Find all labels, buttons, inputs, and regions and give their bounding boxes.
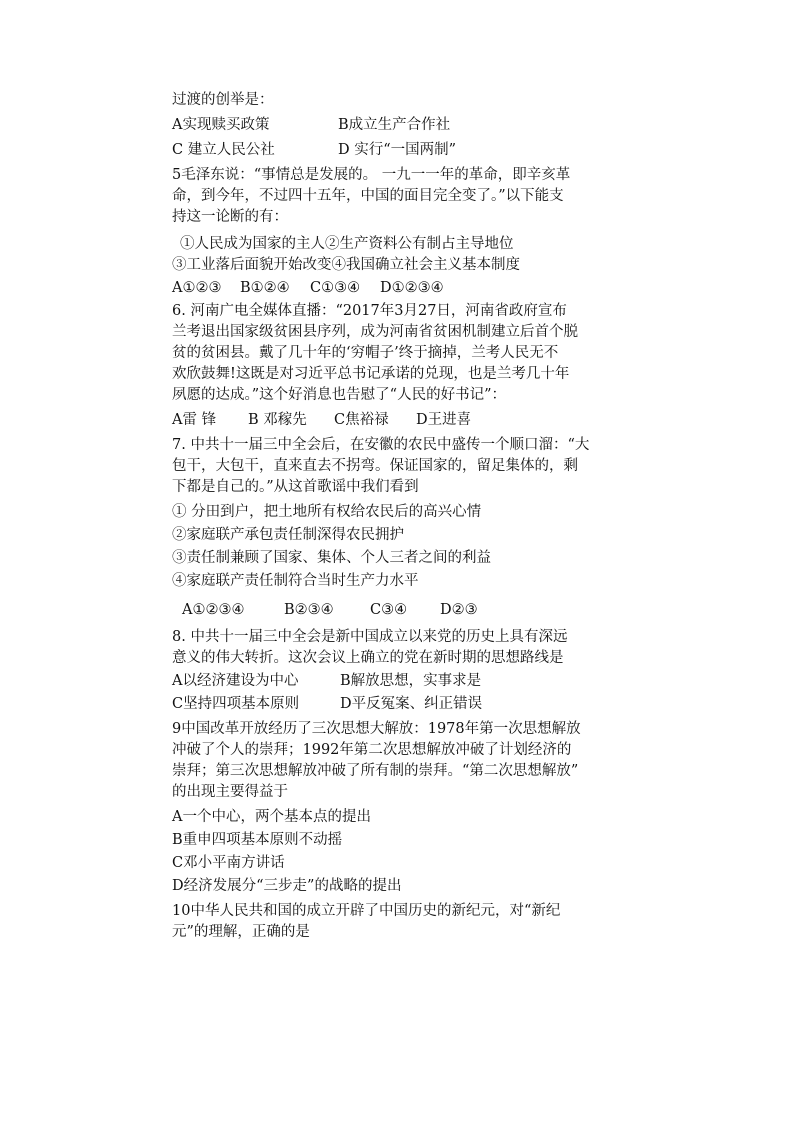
q4-options-row2 (172, 140, 612, 161)
q6-stem-line-1: 6. 河南广电全媒体直播：“2017年3月27日，河南省政府宣布 (172, 303, 567, 319)
q7-option-d[interactable]: D②③ (440, 602, 478, 618)
q7-item-line-3: ③责任制兼顾了国家、集体、个人三者之间的利益 (172, 550, 491, 566)
q6-options (172, 410, 612, 431)
q7-stem-line-2: 包干，大包干，直来直去不拐弯。保证国家的，留足集体的，剩 (172, 458, 578, 474)
q6-stem-line-5: 夙愿的达成。”这个好消息也告慰了“人民的好书记”： (172, 387, 506, 403)
q7-item-line-4: ④家庭联产责任制符合当时生产力水平 (172, 573, 419, 589)
q7-option-b[interactable]: B②③④ (284, 602, 334, 618)
q5-option-a[interactable]: A①②③ (172, 280, 222, 296)
q7-item-line-2: ②家庭联产承包责任制深得农民拥护 (172, 527, 404, 543)
q7-stem-line-3: 下都是自己的。”从这首歌谣中我们看到 (172, 479, 419, 495)
question-content (172, 90, 612, 943)
q4-option-a[interactable]: A实现赎买政策 (172, 117, 270, 133)
q6-stem-line-2: 兰考退出国家级贫困县序列，成为河南省贫困机制建立后首个脱 (172, 324, 578, 340)
q5-stem-line-3: 持这一论断的有： (172, 209, 288, 225)
q9-option-b[interactable]: B重申四项基本原则不动摇 (172, 832, 343, 848)
q6-stem-line-4: 欢欣鼓舞!这既是对习近平总书记承诺的兑现，也是兰考几十年 (172, 366, 570, 382)
q10-stem-line-1: 10中华人民共和国的成立开辟了中国历史的新纪元，对“新纪 (172, 903, 561, 919)
q5-stem-line-1: 5毛泽东说：“事情总是发展的。 一九一一年的革命，即辛亥革 (172, 167, 571, 183)
q6-option-c[interactable]: C焦裕禄 (334, 412, 389, 428)
q4-option-b[interactable]: B成立生产合作社 (338, 117, 451, 133)
q9-stem-line-2: 冲破了个人的崇拜；1992年第二次思想解放冲破了计划经济的 (172, 742, 572, 758)
q8-option-c[interactable]: C坚持四项基本原则 (172, 696, 300, 712)
q7-option-a[interactable]: A①②③④ (182, 602, 245, 618)
q5-option-d[interactable]: D①②③④ (380, 280, 444, 296)
q9-option-c[interactable]: C邓小平南方讲话 (172, 855, 285, 871)
q5-item-line-1: ①人民成为国家的主人②生产资料公有制占主导地位 (180, 236, 514, 252)
q5-item-line-2: ③工业落后面貌开始改变④我国确立社会主义基本制度 (172, 257, 520, 273)
q9-stem-line-3: 崇拜；第三次思想解放冲破了所有制的崇拜。“第二次思想解放” (172, 763, 579, 779)
q4-stem-tail: 过渡的创举是： (172, 92, 274, 108)
q4-option-c[interactable]: C 建立人民公社 (172, 142, 275, 158)
q7-item-line-1: ① 分田到户，把土地所有权给农民后的高兴心情 (172, 504, 482, 520)
q8-option-b[interactable]: B解放思想，实事求是 (340, 673, 482, 689)
q7-option-c[interactable]: C③④ (370, 602, 408, 618)
q8-stem-line-2: 意义的伟大转折。这次会议上确立的党在新时期的思想路线是 (172, 650, 564, 666)
q5-option-c[interactable]: C①③④ (310, 280, 361, 296)
q4-option-d[interactable]: D 实行“一国两制” (338, 142, 457, 158)
q6-option-a[interactable]: A雷 锋 (172, 412, 217, 428)
q8-option-a[interactable]: A以经济建设为中心 (172, 673, 299, 689)
q6-option-b[interactable]: B 邓稼先 (248, 412, 307, 428)
q6-option-d[interactable]: D王进喜 (416, 412, 472, 428)
q5-options (172, 278, 612, 299)
q6-stem-line-3: 贫的贫困县。戴了几十年的‘穷帽子’终于摘掉，兰考人民无不 (172, 345, 559, 361)
q8-option-d[interactable]: D平反冤案、纠正错误 (340, 696, 483, 712)
q9-stem-line-1: 9中国改革开放经历了三次思想大解放：1978年第一次思想解放 (172, 721, 581, 737)
q8-stem-line-1: 8. 中共十一届三中全会是新中国成立以来党的历史上具有深远 (172, 629, 568, 645)
q9-stem-line-4: 的出现主要得益于 (172, 784, 288, 800)
q7-stem-line-1: 7. 中共十一届三中全会后，在安徽的农民中盛传一个顺口溜：“大 (172, 437, 590, 453)
q5-stem-line-2: 命，到今年，不过四十五年，中国的面目完全变了。”以下能支 (172, 188, 564, 204)
q9-option-a[interactable]: A一个中心，两个基本点的提出 (172, 809, 371, 825)
q7-options (172, 600, 612, 621)
q4-options-row1 (172, 115, 612, 136)
q8-options-row2 (172, 694, 612, 715)
q8-options-row1 (172, 671, 612, 692)
q10-stem-line-2: 元”的理解，正确的是 (172, 924, 310, 940)
q9-option-d[interactable]: D经济发展分“三步走”的战略的提出 (172, 878, 402, 894)
q5-option-b[interactable]: B①②④ (240, 280, 290, 296)
